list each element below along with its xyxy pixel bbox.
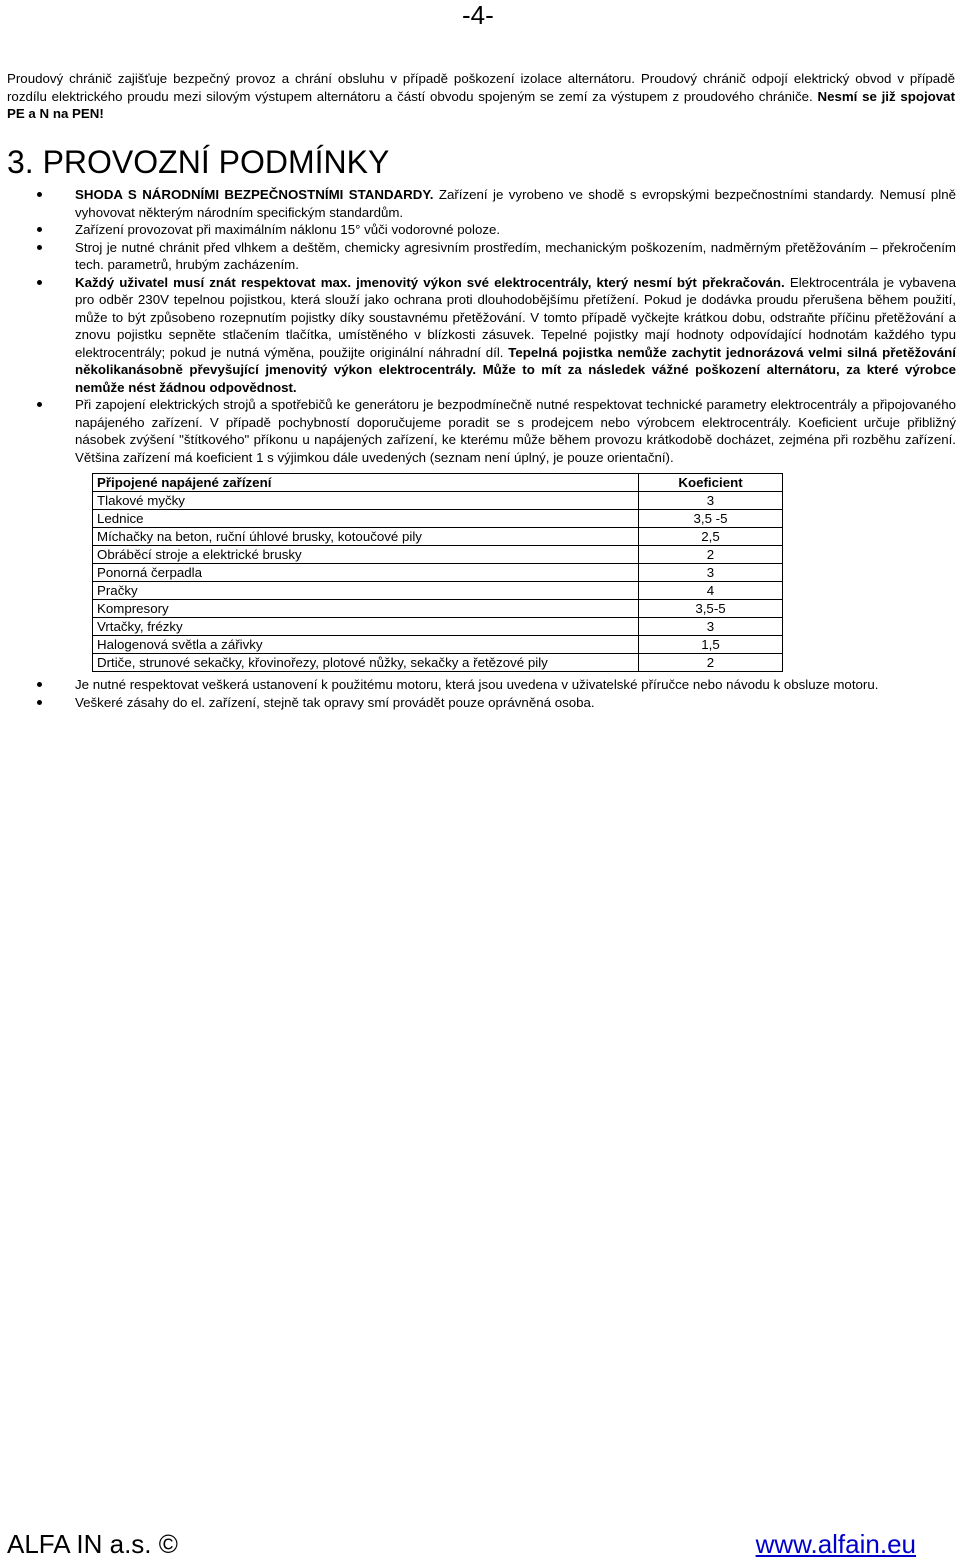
coefficient-cell: 2,5 — [639, 528, 783, 546]
table-header-device: Připojené napájené zařízení — [93, 474, 639, 492]
list-item — [0, 396, 956, 672]
section-heading: 3. PROVOZNÍ PODMÍNKY — [7, 144, 390, 180]
intro-paragraph — [7, 70, 955, 123]
coefficient-cell: 2 — [639, 546, 783, 564]
intro-text: Proudový chránič zajišťuje bezpečný provoz a chrání obsluhu v případě poškození izolace alternátoru. Proudový chránič odpojí elektrický obvod v případě rozdílu elektrického proudu mezi silovým výstupem alternátoru a částí obvodu spojeným se zemí za výstupem z proudového chrániče. — [7, 71, 955, 104]
coefficient-cell: 3 — [639, 618, 783, 636]
device-cell: Lednice — [93, 510, 639, 528]
table-row — [93, 636, 783, 654]
intro-warning: Nesmí se již spojovat PE a N na PEN! — [7, 88, 955, 121]
coefficient-cell: 4 — [639, 582, 783, 600]
table-row — [93, 564, 783, 582]
protection-text: Stroj je nutné chránit před vlhkem a deštěm, chemicky agresivním prostředím, mechanickým poškozením, nadměrným přetěžováním – překročením tech. parametrů, hrubým zacházením. — [75, 239, 956, 272]
standards-text: Zařízení je vyrobeno ve shodě s evropskými bezpečnostními standardy. Nemusí plně vyhovovat některým národním specifickým standardům. — [75, 187, 956, 220]
list-item — [0, 239, 956, 274]
coefficient-cell: 2 — [639, 654, 783, 672]
device-cell: Pračky — [93, 582, 639, 600]
tilt-text: Zařízení provozovat při maximálním náklonu 15° vůči vodorovné poloze. — [75, 222, 501, 237]
engine-text: Je nutné respektovat veškerá ustanovení k použitému motoru, která jsou uvedena v uživatelské příručce nebo návodu k obsluze motoru. — [75, 677, 879, 692]
table-row — [93, 618, 783, 636]
coefficient-table — [92, 473, 783, 672]
list-item — [0, 274, 956, 397]
table-row — [93, 492, 783, 510]
device-cell: Halogenová světla a zářivky — [93, 636, 639, 654]
device-cell: Ponorná čerpadla — [93, 564, 639, 582]
coefficient-cell: 3 — [639, 492, 783, 510]
table-header-row — [93, 474, 783, 492]
coefficient-cell: 3 — [639, 564, 783, 582]
coefficient-cell: 3,5-5 — [639, 600, 783, 618]
table-row — [93, 582, 783, 600]
fuse-text: Elektrocentrála je vybavena pro odběr 230V tepelnou pojistkou, která slouží jako ochrana proti dlouhodobějšímu přetížení. Pokud je dodávka proudu přerušena během použití, může to být způsobeno rozepnutím pojistky díky soustavnému přetěžování. V tomto případě vyčkejte krátkou dobu, odstraňte příčinu přetěžování a znovu pojistku sepněte stlačením tlačítka, umístěného v blízkosti zásuvek. Tepelné pojistky mají hodnoty odpovídající hodnotám každého typu elektrocentrály; pokud je nutná výměna, použijte originální náhradní díl. — [75, 274, 957, 360]
device-cell: Drtiče, strunové sekačky, křovinořezy, plotové nůžky, sekačky a řetězové pily — [93, 654, 639, 672]
table-header-coefficient: Koeficient — [639, 474, 783, 492]
page-number: -4- — [462, 0, 494, 30]
table-row — [93, 546, 783, 564]
list-item — [0, 221, 956, 239]
list-item — [0, 186, 956, 221]
list-item — [0, 676, 956, 694]
conditions-list — [0, 186, 956, 711]
table-row — [93, 600, 783, 618]
table-row — [93, 528, 783, 546]
device-cell: Tlakové myčky — [93, 492, 639, 510]
footer-website-link[interactable]: www.alfain.eu — [755, 1529, 916, 1559]
device-cell: Míchačky na beton, ruční úhlové brusky, kotoučové pily — [93, 528, 639, 546]
device-cell: Obráběcí stroje a elektrické brusky — [93, 546, 639, 564]
coefficient-text: Při zapojení elektrických strojů a spotřebičů ke generátoru je bezpodmínečně nutné respektovat technické parametry elektrocentrály a připojovaného napájeného zařízení. V případě pochybností doporučujeme poradit se s prodejcem nebo výrobcem elektrocentrály. Koeficient určuje přibližný násobek zvýšení "štítkového" příkonu u napájených zařízení, ke kterému může během provozu krátkodobě docházet, zejména při rozběhu zařízení. Většina zařízení má koeficient 1 s výjimkou dále uvedených (seznam není úplný, je pouze orientační). — [75, 397, 956, 465]
coefficient-cell: 1,5 — [639, 636, 783, 654]
device-cell: Kompresory — [93, 600, 639, 618]
service-text: Veškeré zásahy do el. zařízení, stejně tak opravy smí provádět pouze oprávněná osoba. — [75, 694, 595, 710]
rated-power-title: Každý uživatel musí znát respektovat max. jmenovitý výkon své elektrocentrály, který nesmí být překračován. — [75, 274, 785, 290]
table-row — [93, 510, 783, 528]
footer-company: ALFA IN a.s. © — [7, 1529, 178, 1559]
list-item — [0, 694, 956, 712]
coefficient-cell: 3,5 -5 — [639, 510, 783, 528]
fuse-warning: Tepelná pojistka nemůže zachytit jednorázová velmi silná přetěžování několikanásobně převyšující jmenovitý výkon elektrocentrály. Může to mít za následek vážné poškození alternátoru, za které výrobce nemůže nést žádnou odpovědnost. — [75, 344, 956, 395]
device-cell: Vrtačky, frézky — [93, 618, 639, 636]
table-row — [93, 654, 783, 672]
standards-title: SHODA S NÁRODNÍMI BEZPEČNOSTNÍMI STANDARDY. — [75, 187, 434, 202]
